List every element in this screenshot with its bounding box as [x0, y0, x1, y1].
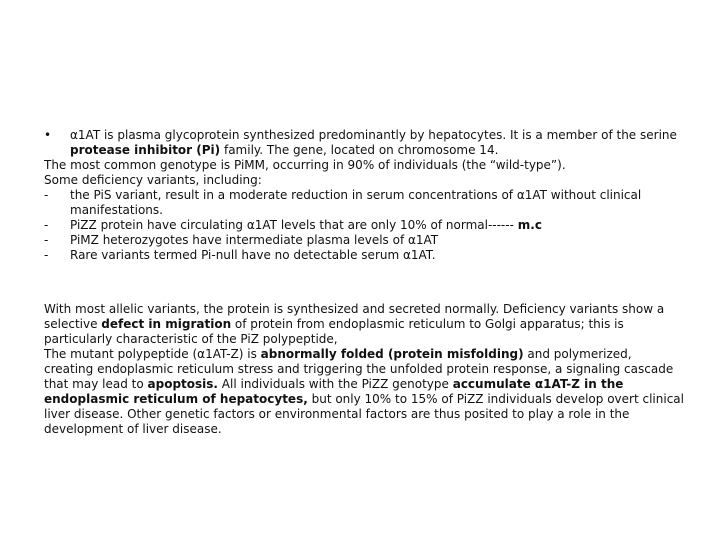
paragraph-text: and polymerized, creating endoplasmic reticulum stress and triggering the unfolded protein response, a signaling cascade that may lead to: [44, 347, 674, 391]
list-item: [44, 188, 684, 218]
paragraph-bold: defect in migration: [101, 317, 232, 331]
paragraph-text: All individuals with the PiZZ genotype: [217, 377, 453, 391]
list-item: [44, 248, 684, 263]
paragraph-text: of protein from endoplasmic reticulum to Golgi apparatus; this is particularly characteristic of the PiZ polypeptide,: [44, 317, 624, 346]
bullet-bold-term: protease inhibitor (Pi): [70, 143, 221, 157]
text-block-overview: [44, 128, 684, 263]
list-item-text: PiMZ heterozygotes have intermediate plasma levels of α1AT: [70, 233, 439, 247]
bullet-marker: •: [44, 128, 52, 142]
list-item-text: Rare variants termed Pi-null have no detectable serum α1AT.: [70, 248, 436, 262]
paragraph-mutant-polypeptide: [44, 347, 684, 437]
bullet-paragraph: [44, 128, 684, 158]
common-genotype-line: The most common genotype is PiMM, occurring in 90% of individuals (the “wild-type”).: [44, 158, 566, 172]
paragraph-text: The mutant polypeptide (α1AT-Z) is: [44, 347, 261, 361]
list-item-text: PiZZ protein have circulating α1AT levels that are only 10% of normal------: [70, 218, 518, 232]
paragraph-bold: abnormally folded (protein misfolding): [260, 347, 524, 361]
paragraph-allelic-variants: [44, 302, 684, 347]
text-block-pathogenesis: [44, 302, 684, 437]
paragraph-bold: accumulate α1AT-Z in the endoplasmic reticulum of hepatocytes,: [44, 377, 624, 406]
bullet-text: α1AT is plasma glycoprotein synthesized predominantly by hepatocytes. It is a member of the serine: [70, 128, 677, 142]
list-item: [44, 218, 684, 233]
deficiency-variants-heading: Some deficiency variants, including:: [44, 173, 262, 187]
dash-marker: -: [44, 233, 49, 247]
dash-marker: -: [44, 188, 49, 202]
paragraph-bold: apoptosis.: [147, 377, 218, 391]
dash-marker: -: [44, 218, 49, 232]
bullet-text-end: family. The gene, located on chromosome 14.: [220, 143, 499, 157]
paragraph-text: With most allelic variants, the protein is synthesized and secreted normally. Deficiency variants show a selective: [44, 302, 665, 331]
paragraph-text: but only 10% to 15% of PiZZ individuals develop overt clinical liver disease. Other genetic factors or environmental factors are thus posited to play a role in the development of liver disease.: [44, 392, 684, 436]
list-item-bold: m.c: [517, 218, 542, 232]
list-item: [44, 233, 684, 248]
dash-marker: -: [44, 248, 49, 262]
list-item-text: the PiS variant, result in a moderate reduction in serum concentrations of α1AT without clinical manifestations.: [70, 188, 642, 217]
